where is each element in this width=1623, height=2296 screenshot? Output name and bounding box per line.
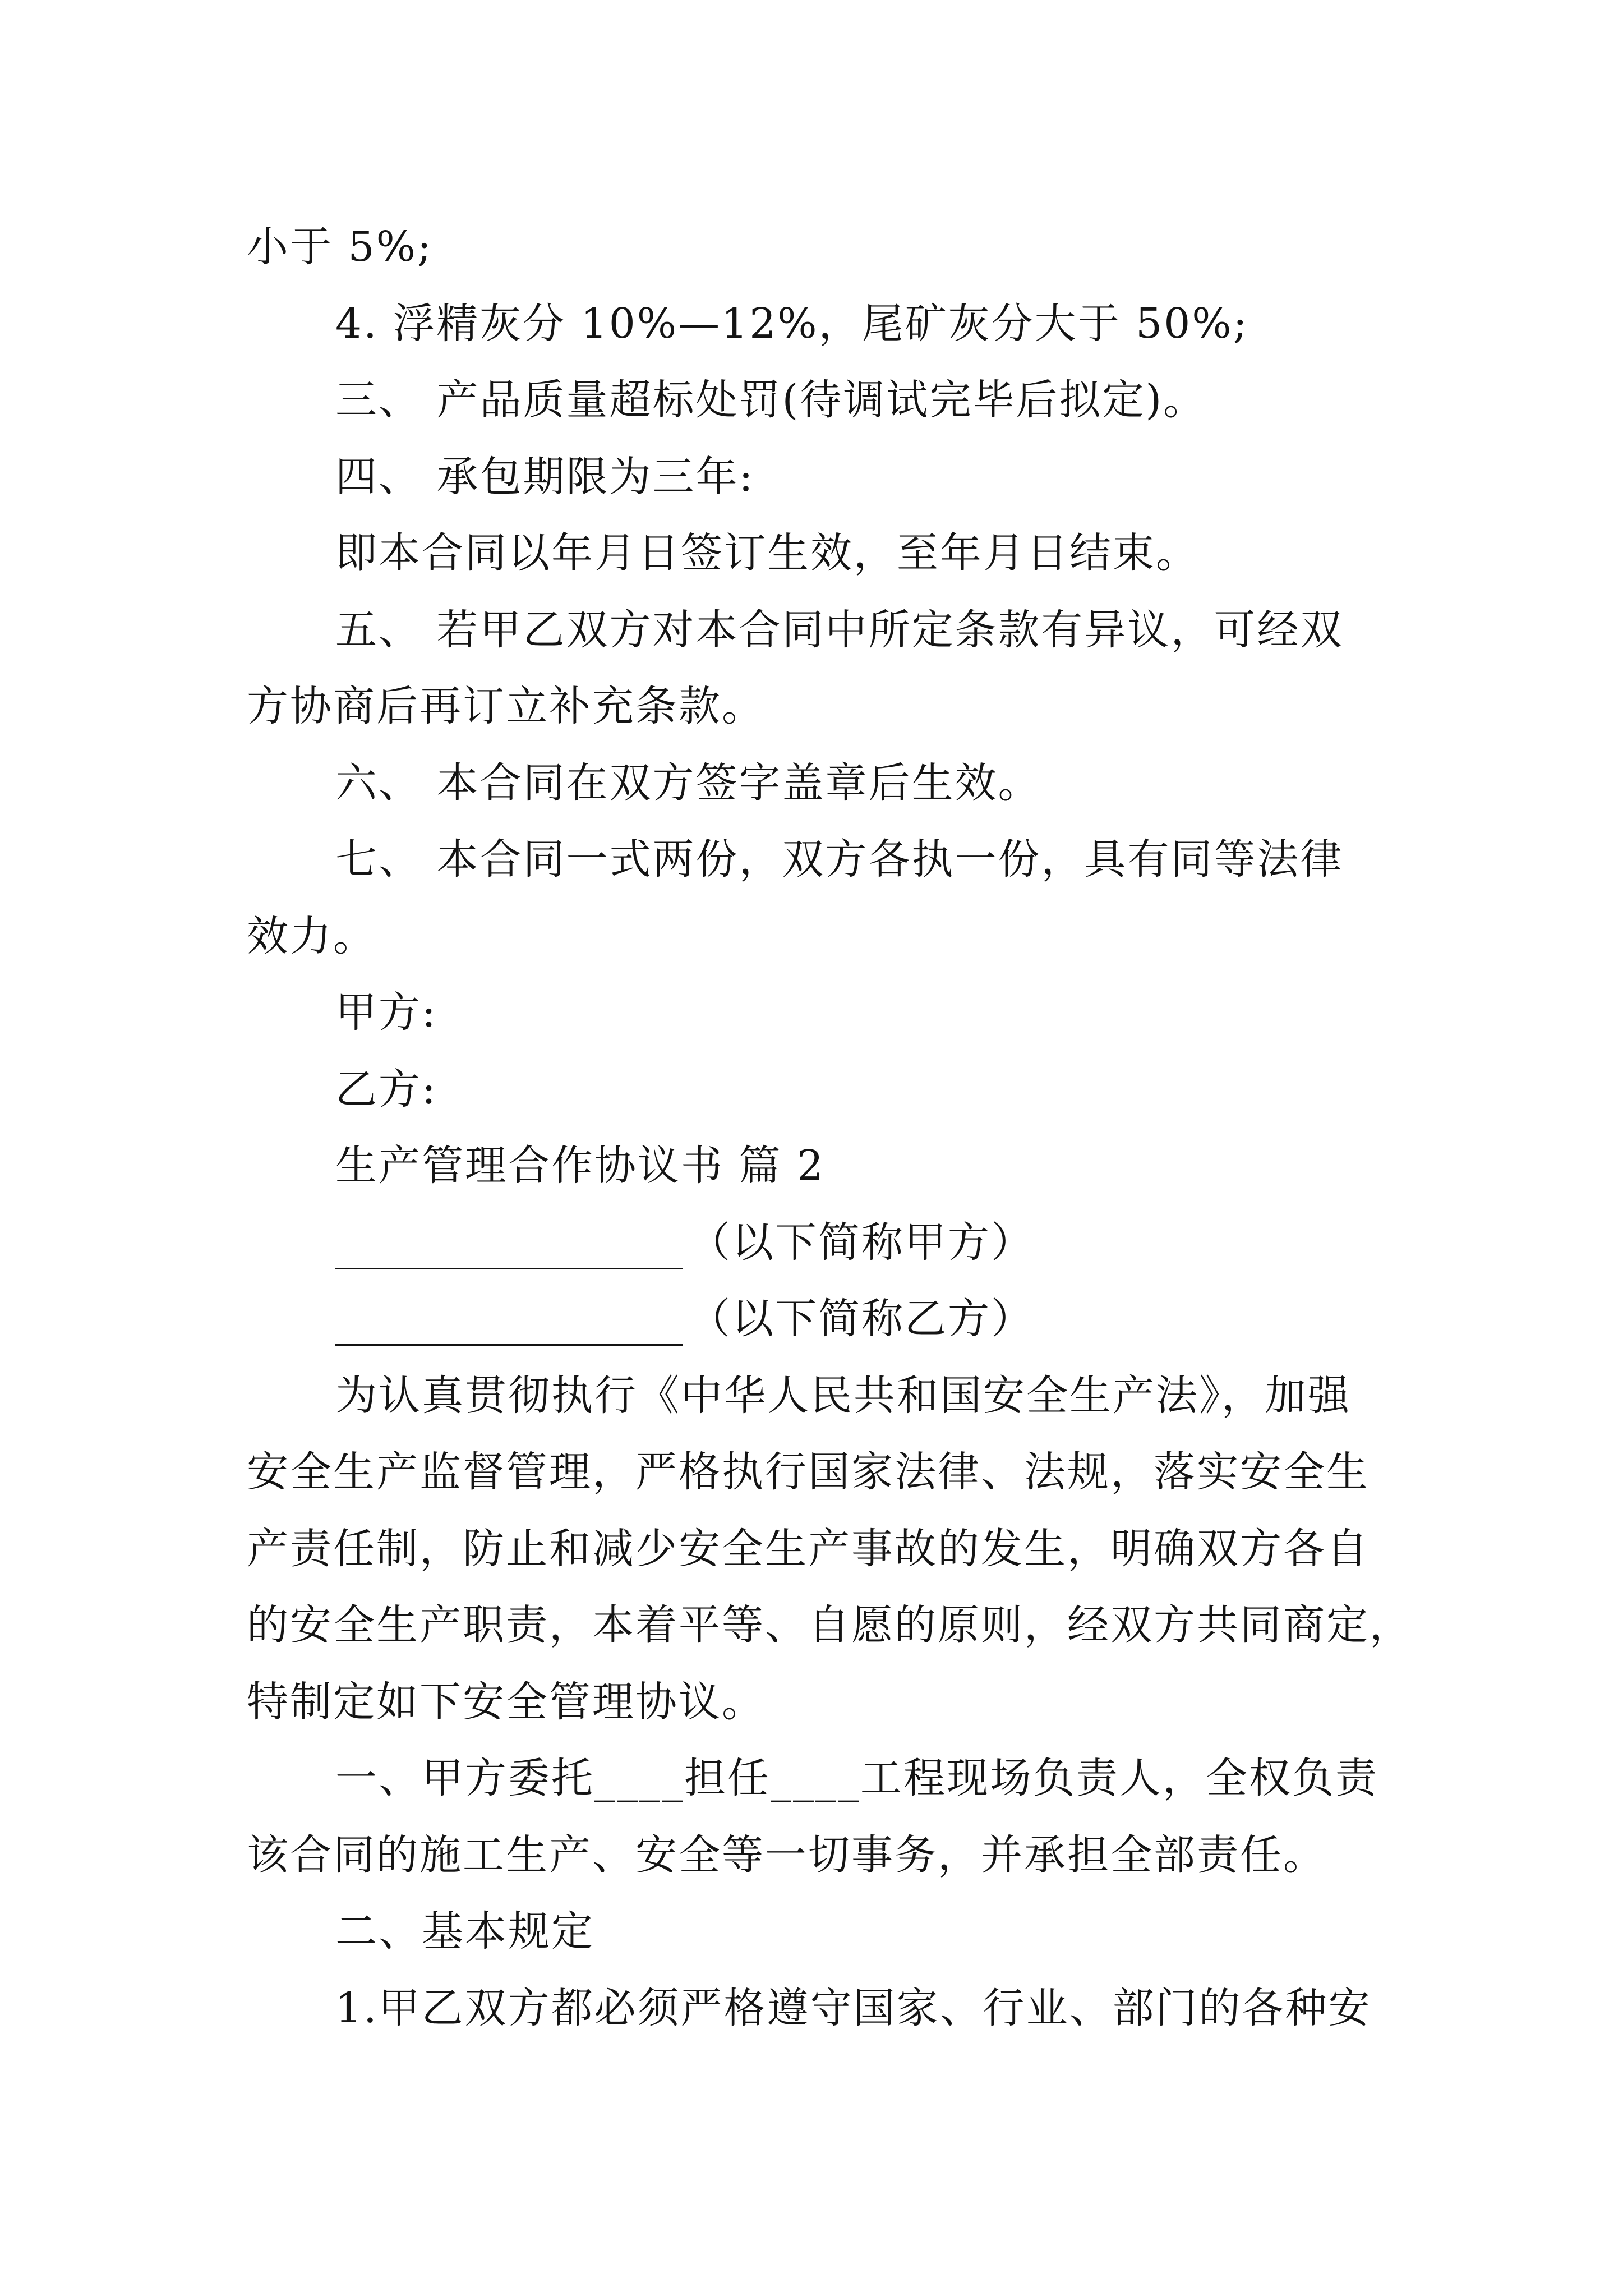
text-line — [0, 1206, 1623, 1279]
section-heading — [0, 1129, 1623, 1202]
line-text: 安全生产监督管理，严格执行国家法律、法规，落实安全生 — [247, 1448, 1370, 1496]
blank-underline — [335, 1206, 683, 1269]
text-line — [0, 517, 1623, 590]
line-text: 方协商后再订立补充条款。 — [247, 682, 765, 730]
blank-underline — [335, 1282, 683, 1346]
line-text: 一、甲方委托____担任____工程现场负责人，全权负责 — [335, 1754, 1378, 1802]
text-line — [0, 670, 1623, 743]
line-text: 五、 若甲乙双方对本合同中所定条款有异议，可经双 — [335, 606, 1344, 654]
party-b-label: 乙方: — [335, 1065, 437, 1114]
line-text: 该合同的施工生产、安全等一切事务，并承担全部责任。 — [247, 1831, 1326, 1879]
line-text: 四、 承包期限为三年: — [335, 453, 755, 501]
line-text: （以下简称甲方） — [689, 1218, 1034, 1267]
text-line — [0, 1665, 1623, 1738]
text-line — [0, 1742, 1623, 1815]
text-line — [0, 364, 1623, 436]
line-text: 六、 本合同在双方签字盖章后生效。 — [335, 759, 1041, 807]
text-line — [0, 976, 1623, 1049]
text-line — [0, 287, 1623, 360]
text-line — [0, 1819, 1623, 1892]
text-line — [0, 747, 1623, 820]
text-line — [0, 1895, 1623, 1968]
line-text: 二、基本规定 — [335, 1907, 594, 1955]
line-text: 1.甲乙双方都必须严格遵守国家、行业、部门的各种安 — [335, 1984, 1372, 2032]
text-line — [0, 1972, 1623, 2045]
line-text: 七、 本合同一式两份，双方各执一份，具有同等法律 — [335, 835, 1344, 884]
line-text: 4. 浮精灰分 10%—12%，尾矿灰分大于 50%; — [335, 300, 1249, 348]
text-line — [0, 593, 1623, 666]
text-line — [0, 823, 1623, 896]
line-text: 特制定如下安全管理协议。 — [247, 1678, 765, 1726]
line-text: 产责任制，防止和减少安全生产事故的发生，明确双方各自 — [247, 1525, 1370, 1573]
line-text: 三、 产品质量超标处罚(待调试完毕后拟定)。 — [335, 376, 1207, 424]
line-text: 的安全生产职责，本着平等、自愿的原则，经双方共同商定， — [247, 1601, 1413, 1649]
section-title: 生产管理合作协议书 篇 2 — [335, 1142, 826, 1190]
text-line — [0, 1282, 1623, 1355]
text-line — [0, 1589, 1623, 1662]
line-text: 即本合同以年月日签订生效，至年月日结束。 — [335, 529, 1199, 577]
text-line — [0, 900, 1623, 973]
line-text: 为认真贯彻执行《中华人民共和国安全生产法》，加强 — [335, 1372, 1351, 1420]
line-text: （以下简称乙方） — [689, 1295, 1034, 1343]
text-line — [0, 1359, 1623, 1432]
text-line — [0, 1053, 1623, 1126]
text-line — [0, 1435, 1623, 1508]
text-line — [0, 1512, 1623, 1585]
text-line — [0, 440, 1623, 513]
line-text: 效力。 — [247, 912, 376, 960]
party-a-label: 甲方: — [335, 988, 437, 1037]
text-line — [0, 210, 1623, 283]
line-text: 小于 5%; — [247, 223, 433, 271]
